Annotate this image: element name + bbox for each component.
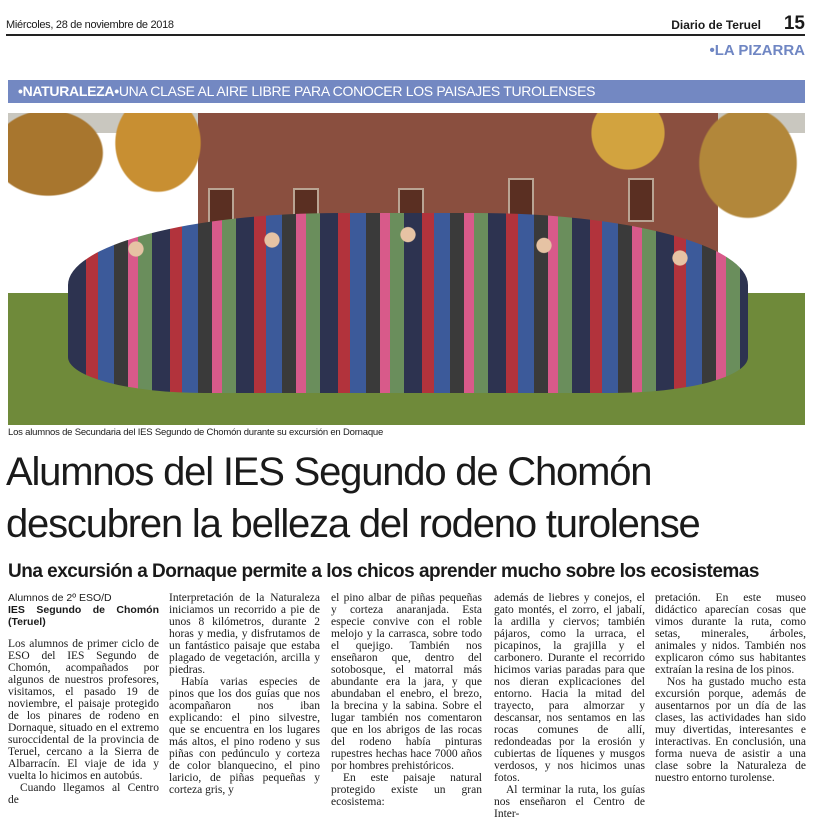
article-column-4: [494, 592, 645, 820]
byline-school: IES Segundo de Chomón (Teruel): [8, 604, 159, 628]
paragraph: En este paisaje natural protegido existe un gran ecosistema:: [331, 772, 482, 808]
paragraph: además de liebres y conejos, el gato montés, el zorro, el jabalí, la ardilla y ciervos; también pájaros, como la urraca, el picapinos, la grajilla y el carbonero. Durante el recorrido hicimos varias paradas para que nos dieran explicaciones del entorno. Hacia la mitad del trayecto, para almorzar y descansar, nos sentamos en las rocas comunes de allí, redondeadas por la erosión y cubiertas de líquenes y musgos verdosos, y nos hicimos unas fotos.: [494, 592, 645, 784]
article-column-3: [331, 592, 482, 808]
paragraph: pretación. En este museo didáctico aparecían cosas que vimos durante la ruta, como setas, minerales, árboles, animales y nidos. También nos explicaron cómo sus habitantes extraían la resina de los pinos.: [655, 592, 806, 676]
paragraph: Los alumnos de primer ciclo de ESO del IES Segundo de Chomón, acompañados por algunos de nuestros profesores, visitamos, el pasado 19 de noviembre, el paisaje protegido de los pinares de rodeno en Dornaque, situado en el extremo suroccidental de la provincia de Teruel, cercano a la Sierra de Albarracín. El viaje de ida y vuelta lo hicimos en autobús.: [8, 638, 159, 782]
students-group: [68, 213, 748, 393]
group-photo: [8, 113, 805, 425]
photo-caption: Los alumnos de Secundaria del IES Segundo de Chomón durante su excursión en Dornaque: [8, 427, 384, 438]
headline: [6, 446, 816, 550]
paragraph: el pino albar de piñas pequeñas y corteza anaranjada. Esta especie convive con el roble melojo y la carrasca, sobre todo el quejigo. También nos enseñaron que, dentro del sotobosque, el matorral más abundante era la jara, y que abundaban el enebro, el brezo, la brecina y la sabina. Sobre el lugar también nos comentaron que en los abrigos de las rocas del rodeno había pinturas rupestres hechas hace 7000 años por hombres prehistóricos.: [331, 592, 482, 772]
paragraph: Al terminar la ruta, los guías nos enseñaron el Centro de Inter-: [494, 784, 645, 820]
page-number: 15: [783, 13, 805, 34]
article-column-5: [655, 592, 806, 784]
subheadline: Una excursión a Dornaque permite a los chicos aprender mucho sobre los ecosistemas: [8, 561, 759, 582]
topic-bar: [8, 80, 805, 103]
byline-authors: Alumnos de 2º ESO/D: [8, 592, 112, 604]
issue-date: Miércoles, 28 de noviembre de 2018: [6, 19, 174, 31]
headline-line: Alumnos del IES Segundo de Chomón: [6, 450, 652, 494]
headline-line: descubren la belleza del rodeno turolense: [6, 502, 700, 546]
topic-category: •NATURALEZA•: [18, 83, 119, 99]
article-column-1: [8, 592, 159, 806]
topic-title: UNA CLASE AL AIRE LIBRE PARA CONOCER LOS PAISAJES TUROLENSES: [118, 83, 596, 99]
paragraph: Cuando llegamos al Centro de: [8, 782, 159, 806]
byline: [8, 592, 159, 628]
paragraph: Nos ha gustado mucho esta excursión porque, además de ausentarnos por un día de las clases, las actividades han sido muy divertidas, interesantes e interactivas. En conclusión, una forma nueva de asistir a una clase sobre la Naturaleza de nuestro entorno turolense.: [655, 676, 806, 784]
header-divider: [6, 34, 805, 36]
section-label: •LA PIZARRA: [709, 42, 805, 59]
paragraph: Interpretación de la Naturaleza iniciamos un recorrido a pie de unos 8 kilómetros, durante 2 horas y media, y disfrutamos de un fantástico paisaje que estaba plagado de vegetación, arcilla y piedras.: [169, 592, 320, 676]
article-column-2: [169, 592, 320, 796]
newspaper-logo: Diario de Teruel: [671, 18, 761, 32]
paragraph: Había varias especies de pinos que los dos guías que nos acompañaron nos iban explicando: el pino silvestre, que se encuentra en los lugares más altos, el pino rodeno y sus piñas con pedúnculo y corteza de color blanquecino, el pino laricio, de piñas pequeñas y corteza gris, y: [169, 676, 320, 796]
